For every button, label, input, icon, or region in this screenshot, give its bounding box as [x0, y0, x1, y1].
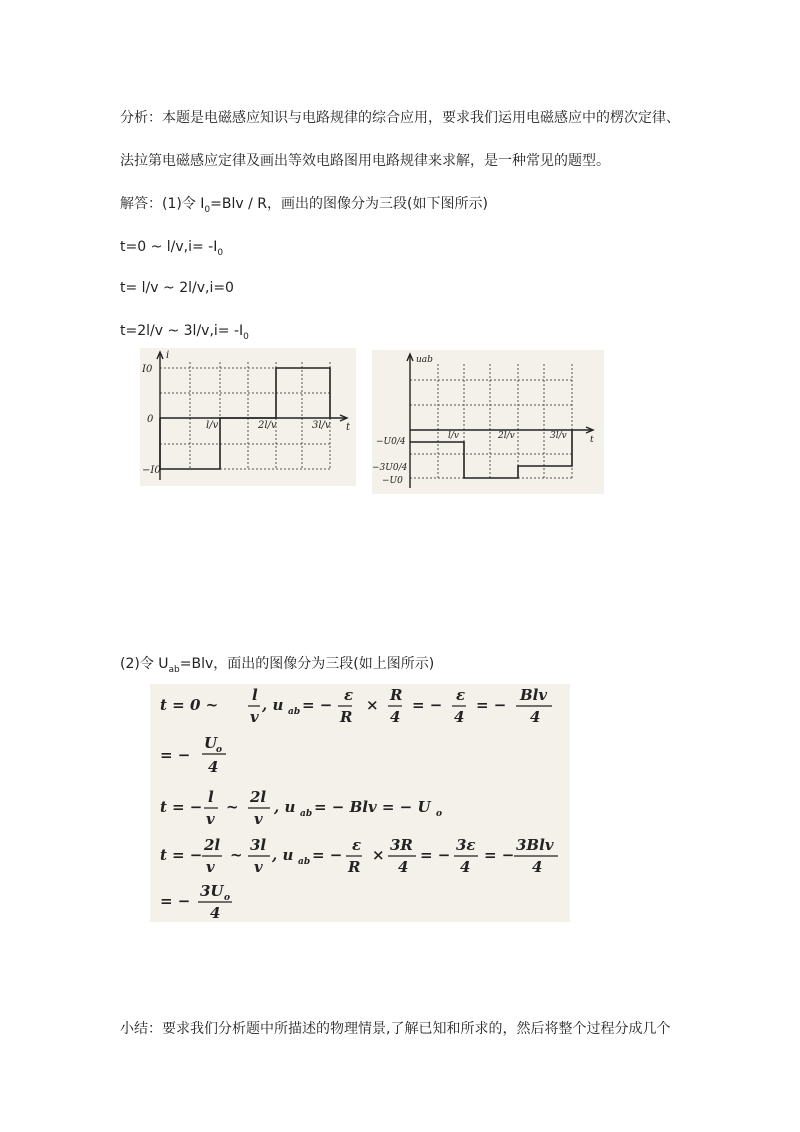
eq1-4c: 4 [530, 708, 541, 726]
part-2-suffix: =Blv，面出的图像分为三段(如上图所示) [179, 656, 435, 672]
eq5-o: o [224, 893, 231, 903]
eq4-3blv: 3Blv [516, 836, 554, 854]
eq1-eq2: = − [476, 696, 507, 714]
eq1-minus: = − [302, 696, 333, 714]
eq4-3r: 3R [390, 836, 413, 854]
eq4-times: × [372, 846, 385, 864]
segment-3 [120, 321, 249, 347]
axis-i-label: i [166, 350, 170, 361]
segment-3-text: t=2l/v ~ 3l/v,i= -I [120, 323, 244, 339]
eq5-eq: = − [160, 892, 191, 910]
analysis-line-2: 法拉第电磁感应定律及画出等效电路图用电路规律来求解，是一种常见的题型。 [120, 153, 610, 169]
answer-suffix: =Blv / R，画出的图像分为三段(如下图所示) [210, 196, 488, 212]
eq4-4: 4 [398, 858, 409, 876]
segment-1-text: t=0 ~ l/v,i= -I [120, 239, 218, 255]
eq3-rest: = − Blv = − U [314, 798, 431, 816]
eq4-eps: ε [352, 836, 362, 854]
eq1-v: v [250, 708, 259, 726]
eq1-eq: = − [412, 696, 443, 714]
eq1-uab: , u [262, 696, 284, 714]
eq2-u: U [204, 734, 218, 752]
answer-line [120, 194, 488, 220]
voltage-graph [372, 350, 604, 494]
eq3-ab: ab [300, 809, 313, 819]
segment-1 [120, 237, 223, 263]
origin-label: 0 [147, 414, 154, 425]
current-graph [140, 348, 356, 486]
eq3-v: v [206, 810, 215, 828]
x-label-2lv-2: 2l/v [498, 431, 515, 441]
eq4-4b: 4 [460, 858, 471, 876]
eq4-2l: 2l [204, 836, 221, 854]
y-label-u0-4: −U0/4 [376, 437, 406, 447]
eq3-t: t [160, 798, 167, 816]
x-label-3lv-2: 3l/v [550, 431, 567, 441]
eq3-tilde: ~ [226, 798, 239, 816]
segment-3-sub: 0 [243, 331, 249, 342]
y-label-u0: −U0 [382, 476, 403, 486]
eq4-t: t [160, 846, 167, 864]
eq1-ab: ab [288, 707, 301, 717]
eq2-o: o [216, 745, 223, 755]
eq1-eps2: ε [456, 686, 466, 704]
eq1-4: 4 [390, 708, 401, 726]
y-label-neg-i0: −I0 [142, 465, 161, 476]
eq2-eq: = − [160, 746, 191, 764]
eq4-v2: v [254, 858, 263, 876]
eq1-eps: ε [344, 686, 354, 704]
eq1-r2: R [390, 686, 403, 704]
segment-1-sub: 0 [217, 247, 224, 258]
eq1-4b: 4 [454, 708, 465, 726]
eq3-v2: v [254, 810, 263, 828]
axis-uab-label: uab [416, 355, 433, 365]
answer-prefix: 解答：(1)令 I [120, 196, 205, 212]
eq1-l: l [252, 686, 258, 704]
eq3-uab: , u [274, 798, 296, 816]
part-2-line [120, 654, 434, 680]
analysis-line-1: 分析：本题是电磁感应知识与电路规律的综合应用，要求我们运用电磁感应中的楞次定律、 [120, 110, 680, 126]
eq3-o: o [436, 809, 443, 819]
eq1-r: R [340, 708, 353, 726]
equations-figure [150, 684, 570, 922]
eq4-r: R [348, 858, 361, 876]
equations-svg [150, 684, 570, 922]
eq4-v: v [206, 858, 215, 876]
current-graph-svg [140, 348, 356, 486]
eq1-times: × [366, 696, 379, 714]
eq3-l: l [208, 788, 214, 806]
eq4-eq2: = − [420, 846, 451, 864]
eq4-ab: ab [298, 857, 311, 867]
x-label-3lv: 3l/v [312, 420, 331, 431]
segment-2: t= l/v ~ 2l/v,i=0 [120, 280, 234, 296]
y-label-3u0-4: −3U0/4 [372, 463, 408, 473]
x-label-lv-2: l/v [448, 431, 459, 441]
eq4-3eps: 3ε [456, 836, 476, 854]
axis-t-label: t [346, 422, 351, 433]
eq4-eq3: = − [484, 846, 515, 864]
eq3-eq: = − [172, 798, 203, 816]
part-2-sub: ab [168, 664, 180, 675]
eq3-2l: 2l [250, 788, 267, 806]
part-2-prefix: (2)令 U [120, 656, 169, 672]
answer-sub: 0 [204, 204, 211, 215]
eq4-4c: 4 [532, 858, 543, 876]
eq5-4: 4 [210, 904, 221, 922]
x-label-2lv: 2l/v [258, 420, 277, 431]
x-label-lv: l/v [206, 420, 219, 431]
eq4-3l: 3l [250, 836, 267, 854]
eq4-uab: , u [272, 846, 294, 864]
axis-t-label-2: t [590, 435, 594, 445]
summary-line: 小结：要求我们分析题中所描述的物理情景,了解已知和所求的，然后将整个过程分成几个 [120, 1021, 671, 1037]
eq4-eq: = − [172, 846, 203, 864]
y-label-i0: I0 [142, 364, 153, 375]
eq1-t: t = 0 ~ [160, 696, 219, 714]
eq2-4: 4 [208, 758, 219, 776]
eq4-minus: = − [312, 846, 343, 864]
eq1-blv: Blv [520, 686, 548, 704]
eq5-3u: 3U [200, 882, 224, 900]
voltage-graph-svg [372, 350, 604, 494]
eq4-tilde: ~ [230, 846, 243, 864]
